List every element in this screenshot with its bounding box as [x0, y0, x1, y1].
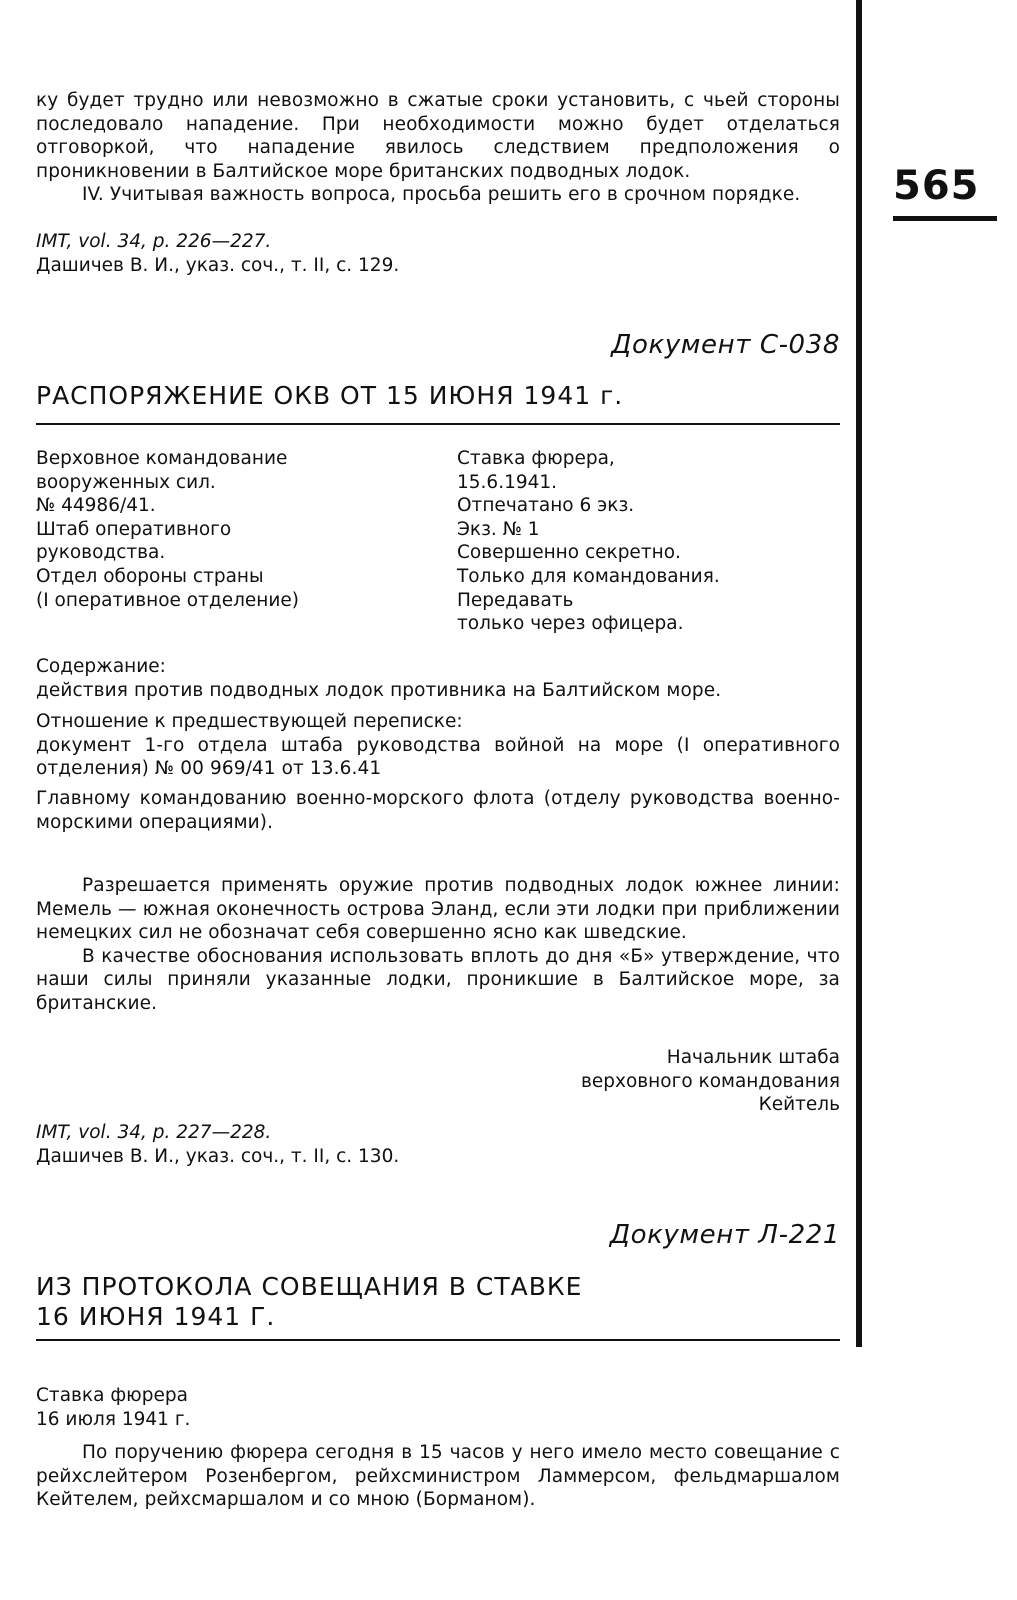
- document-number: Документ С-038: [611, 330, 840, 360]
- paragraph: ку будет трудно или невозможно в сжатые сроки установить, с чьей стороны последовало нападение. При необходимости можно будет отделаться отговоркой, что нападение явилось следствием предположения о проникновении в Балтийское море британских подводных лодок.: [36, 90, 840, 182]
- signature-block: [36, 1046, 840, 1117]
- header-line: только через офицера.: [457, 613, 684, 635]
- addressee: Главному командованию военно-морского флота (отделу руководства военно-морскими операциями).: [36, 787, 840, 833]
- header-line: руководства.: [36, 542, 166, 564]
- classification-header: [457, 447, 840, 636]
- reference-imt: IMT, vol. 34, p. 227—228.: [36, 1122, 272, 1143]
- reference-dashichev: Дашичев В. И., указ. соч., т. II, с. 129.: [36, 254, 400, 276]
- header-line: Отдел обороны страны: [36, 565, 264, 587]
- paragraph: Разрешается применять оружие против подводных лодок южнее линии: Мемель — южная оконечность острова Эланд, если эти лодки при приближении немецких сил не обозначат себя совершенно ясно как шведские.: [36, 875, 840, 944]
- signature-line: Кейтель: [758, 1094, 840, 1116]
- header-line: Экз. № 1: [457, 518, 540, 540]
- page-number-rule: [893, 216, 997, 221]
- document-number: Документ Л-221: [609, 1220, 840, 1250]
- source-reference: [36, 1121, 840, 1168]
- signature-line: Начальник штаба: [666, 1047, 840, 1068]
- document-title: РАСПОРЯЖЕНИЕ ОКВ ОТ 15 ИЮНЯ 1941 г.: [36, 381, 624, 410]
- signature-line: верховного командования: [580, 1070, 840, 1092]
- header-line: вооруженных сил.: [36, 471, 216, 493]
- header-line: Верховное командование: [36, 448, 288, 469]
- previous-document-tail: [36, 89, 840, 207]
- header-line: 15.6.1941.: [457, 471, 558, 493]
- header-line: Передавать: [457, 589, 574, 611]
- document-title: [36, 1272, 840, 1332]
- page-number: 565: [893, 163, 980, 209]
- paragraph: IV. Учитывая важность вопроса, просьба решить его в срочном порядке.: [82, 184, 801, 206]
- paragraph: По поручению фюрера сегодня в 15 часов у него имело место совещание с рейхслейтером Розенбергом, рейхсминистром Ламмерсом, фельдмаршалом Кейтелем, рейхсмаршалом и со мною (Борманом).: [36, 1442, 840, 1511]
- reference-dashichev: Дашичев В. И., указ. соч., т. II, с. 130.: [36, 1145, 400, 1167]
- paragraph: В качестве обоснования использовать вплоть до дня «Б» утверждение, что наши силы приняли указанные лодки, проникшие в Балтийское море, за британские.: [36, 945, 840, 1014]
- place-date: [36, 1384, 840, 1431]
- sender-header: [36, 447, 416, 612]
- title-line: ИЗ ПРОТОКОЛА СОВЕЩАНИЯ В СТАВКЕ: [36, 1272, 583, 1301]
- reference-imt: IMT, vol. 34, p. 226—227.: [36, 231, 272, 252]
- document-body: [36, 874, 840, 1016]
- content-label: Содержание:: [36, 656, 166, 677]
- place: Ставка фюрера: [36, 1385, 188, 1406]
- margin-vertical-rule: [856, 0, 862, 1347]
- document-body: [36, 1441, 840, 1512]
- header-line: Штаб оперативного: [36, 518, 232, 540]
- header-line: Отпечатано 6 экз.: [457, 495, 635, 517]
- title-rule: [36, 423, 840, 425]
- source-reference: [36, 230, 840, 277]
- header-line: № 44986/41.: [36, 495, 156, 517]
- date: 16 июля 1941 г.: [36, 1408, 191, 1430]
- relation-label: Отношение к предшествующей переписке:: [36, 711, 463, 733]
- title-rule: [36, 1339, 840, 1341]
- header-line: (I оперативное отделение): [36, 589, 300, 611]
- relation-text: документ 1-го отдела штаба руководства войной на море (I оперативного отделения) № 00 969/41 от 13.6.41: [36, 734, 840, 780]
- header-line: Только для командования.: [457, 565, 720, 587]
- document-subject: [36, 655, 840, 834]
- title-line: 16 ИЮНЯ 1941 Г.: [36, 1302, 276, 1331]
- content-text: действия против подводных лодок противника на Балтийском море.: [36, 679, 722, 701]
- header-line: Ставка фюрера,: [457, 448, 615, 469]
- header-line: Совершенно секретно.: [457, 542, 681, 564]
